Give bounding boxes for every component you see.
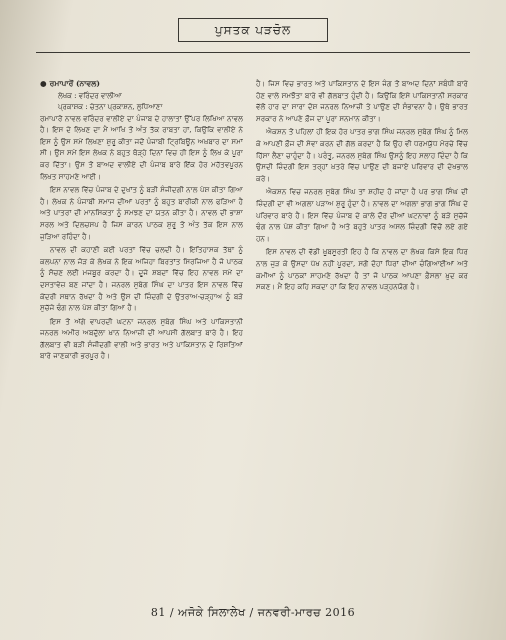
review-title-text: ਰਮਾਪਾਰੋਂ (ਨਾਵਲ) xyxy=(49,79,100,88)
page-footer: 81 / ਅਜੋਕੇ ਸਿਲਾਲੇਖ / ਜਨਵਰੀ-ਮਾਰਚ 2016 xyxy=(150,606,356,619)
right-paragraph: ਐਕਸ਼ਨ ਵਿਚ ਜਨਰਲ ਸੁਬੇਗ ਸਿੰਘ ਤਾਂ ਸ਼ਹੀਦ ਹੋ ਜਾਂਦਾ ਹੈ ਪਰ ਭਾਗ ਸਿੰਘ ਦੀ ਜ਼ਿੰਦਗੀ ਦਾ ਵੀ ਅਗਲਾ ਪੜਾਅ ਸ਼ੁਰੂ ਹੁੰਦਾ ਹੈ। ਨਾਵਲ ਦਾ ਅਗਲਾ ਭਾਗ ਭਾਗ ਸਿੰਘ ਦੇ ਪਰਿਵਾਰ ਬਾਰੇ ਹੈ। ਇਸ ਵਿੱਚ ਪੰਜਾਬ ਦੇ ਕਾਲੇ ਦੌਰ ਦੀਆਂ ਘਟਨਾਵਾਂ ਨੂੰ ਬੜੇ ਸੁਚੱਜੇ ਢੰਗ ਨਾਲ ਪੇਸ਼ ਕੀਤਾ ਗਿਆ ਹੈ ਅਤੇ ਬਹੁਤੇ ਪਾਤਰ ਅਸਲ ਜ਼ਿੰਦਗੀ ਵਿੱਚੋਂ ਲਏ ਗਏ ਹਨ। xyxy=(256,187,468,243)
section-title: ਪੁਸਤਕ ਪੜਚੋਲ xyxy=(214,23,292,37)
left-paragraph: ਇਸ ਤੋਂ ਅੱਗੇ ਵਾਪਰਦੀ ਘਟਨਾ ਜਨਰਲ ਸੁਬੇਗ ਸਿੰਘ ਅਤੇ ਪਾਕਿਸਤਾਨੀ ਜਨਰਲ ਅਮੀਰ ਅਬਦੁੱਲਾ ਖ਼ਾਨ ਨਿਆਜ਼ੀ ਦੀ ਆਪਸੀ ਗੱਲਬਾਤ ਬਾਰੇ ਹੈ। ਇਹ ਗੱਲਬਾਤ ਵੀ ਬੜੀ ਸੰਜੀਦਗੀ ਵਾਲੀ ਅਤੇ ਭਾਰਤ ਅਤੇ ਪਾਕਿਸਤਾਨ ਦੇ ਰਿਸ਼ਤਿਆਂ ਬਾਰੇ ਜਾਣਕਾਰੀ ਭਰਪੂਰ ਹੈ। xyxy=(40,316,243,361)
page-header xyxy=(30,12,476,68)
right-column xyxy=(256,78,468,592)
header-rule xyxy=(36,52,470,53)
left-column xyxy=(40,78,243,592)
left-paragraph: ਰਮਾਪਾਰੋਂ ਨਾਵਲ ਵਰਿੰਦਰ ਵਾਲੀਏ ਦਾ ਪੰਜਾਬ ਦੇ ਹਾਲਾਤਾਂ ਉੱਪਰ ਲਿਖਿਆ ਨਾਵਲ ਹੈ। ਇਸ ਦੇ ਲਿਖਣ ਦਾ ਮੈਂ ਆਖਿ ਤੋਂ ਅੰਤ ਤੱਕ ਰਾਬਤਾ ਹਾਂ, ਕਿਉਂਕਿ ਵਾਲੀਏ ਨੇ ਇਸ ਨੂੰ ਉਸ ਸਮੇਂ ਲਿਖਣਾ ਸ਼ੁਰੂ ਕੀਤਾ ਜਦੋਂ ਪੰਜਾਬੀ ਟ੍ਰਿਬਿਊਨ ਅਖ਼ਬਾਰ ਦਾ ਸਮਾਂ ਸੀ। ਉਸ ਸਮੇਂ ਇਸ ਲੇਖਕ ਨੇ ਬਹੁਤ ਥੋੜ੍ਹੇ ਦਿਨਾਂ ਵਿਚ ਹੀ ਇਸ ਨੂੰ ਲਿਖ ਕੇ ਪੂਰਾ ਕਰ ਦਿੱਤਾ। ਉਸ ਤੋਂ ਬਾਅਦ ਵਾਲੀਏ ਦੀ ਪੰਜਾਬ ਬਾਰੇ ਇੱਕ ਹੋਰ ਮਹੱਤਵਪੂਰਨ ਲਿਖਤ ਸਾਹਮਣੇ ਆਈ। xyxy=(40,113,243,181)
right-paragraph: ਹੈ। ਜਿਸ ਵਿਚ ਭਾਰਤ ਅਤੇ ਪਾਕਿਸਤਾਨ ਦੇ ਇਸ ਜੰਗ ਤੋਂ ਬਾਅਦ ਦਿਨਾਂ ਸਬੰਧੀ ਬਾਰੇ ਹੋਣ ਵਾਲੇ ਸਮਝੌਤਾ ਬਾਰੇ ਵੀ ਗੱਲਬਾਤ ਹੁੰਦੀ ਹੈ। ਕਿਉਂਕਿ ਇਸੇ ਪਾਕਿਸਤਾਨੀ ਸਰਕਾਰ ਵੱਲੋਂ ਹਾਰ ਦਾ ਸਾਰਾ ਦੋਸ਼ ਜਨਰਲ ਨਿਆਜ਼ੀ ਤੇ ਪਾਉਣ ਦੀ ਸੰਭਾਵਨਾ ਹੈ। ਉਥੇ ਭਾਰਤ ਸਰਕਾਰ ਨੇ ਆਪਣੇ ਫ਼ੌਜ ਦਾ ਪੂਰਾ ਸਨਮਾਨ ਕੀਤਾ। xyxy=(256,79,468,123)
review-publisher: ਪ੍ਰਕਾਸ਼ਕ : ਚੇਤਨਾ ਪ੍ਰਕਾਸ਼ਨ, ਲੁਧਿਆਣਾ xyxy=(58,102,163,111)
left-paragraph: ਨਾਵਲ ਦੀ ਕਹਾਣੀ ਕਈ ਪਰਤਾਂ ਵਿੱਚ ਚਲਦੀ ਹੈ। ਇਤਿਹਾਸਕ ਤੱਥਾਂ ਨੂੰ ਕਲਪਨਾ ਨਾਲ ਜੋੜ ਕੇ ਲੇਖਕ ਨੇ ਇਕ ਅਜਿਹਾ ਬਿਰਤਾਂਤ ਸਿਰਜਿਆ ਹੈ ਜੋ ਪਾਠਕ ਨੂੰ ਸੋਚਣ ਲਈ ਮਜਬੂਰ ਕਰਦਾ ਹੈ। ਦੂਜੇ ਸ਼ਬਦਾਂ ਵਿੱਚ ਇਹ ਨਾਵਲ ਸਮੇਂ ਦਾ ਦਸਤਾਵੇਜ਼ ਬਣ ਜਾਂਦਾ ਹੈ। ਜਨਰਲ ਸੁਬੇਗ ਸਿੰਘ ਦਾ ਪਾਤਰ ਇਸ ਨਾਵਲ ਵਿੱਚ ਕੇਂਦਰੀ ਸਥਾਨ ਰੱਖਦਾ ਹੈ ਅਤੇ ਉਸ ਦੀ ਜ਼ਿੰਦਗੀ ਦੇ ਉਤਰਾਅ-ਚੜ੍ਹਾਅ ਨੂੰ ਬੜੇ ਸੁਚੱਜੇ ਢੰਗ ਨਾਲ ਪੇਸ਼ ਕੀਤਾ ਗਿਆ ਹੈ। xyxy=(40,245,243,313)
bullet-icon: ● xyxy=(40,79,47,88)
section-title-box xyxy=(178,18,328,42)
review-author: ਲੇਖਕ : ਵਰਿੰਦਰ ਵਾਲੀਆ xyxy=(58,91,122,100)
left-paragraph: ਇਸ ਨਾਵਲ ਵਿੱਚ ਪੰਜਾਬ ਦੇ ਦੁਖਾਂਤ ਨੂੰ ਬੜੀ ਸੰਜੀਦਗੀ ਨਾਲ ਪੇਸ਼ ਕੀਤਾ ਗਿਆ ਹੈ। ਲੇਖਕ ਨੇ ਪੰਜਾਬੀ ਸਮਾਜ ਦੀਆਂ ਪਰਤਾਂ ਨੂੰ ਬਹੁਤ ਬਾਰੀਕੀ ਨਾਲ ਫੜਿਆ ਹੈ ਅਤੇ ਪਾਤਰਾਂ ਦੀ ਮਾਨਸਿਕਤਾ ਨੂੰ ਸਮਝਣ ਦਾ ਯਤਨ ਕੀਤਾ ਹੈ। ਨਾਵਲ ਦੀ ਭਾਸ਼ਾ ਸਰਲ ਅਤੇ ਦਿਲਚਸਪ ਹੈ ਜਿਸ ਕਾਰਨ ਪਾਠਕ ਸ਼ੁਰੂ ਤੋਂ ਅੰਤ ਤੱਕ ਇਸ ਨਾਲ ਜੁੜਿਆ ਰਹਿੰਦਾ ਹੈ। xyxy=(40,185,243,241)
right-paragraph: ਇਸ ਨਾਵਲ ਦੀ ਵੱਡੀ ਖ਼ੂਬਸੂਰਤੀ ਇਹ ਹੈ ਕਿ ਨਾਵਲ ਦਾ ਲੇਖਕ ਕਿਸੇ ਇਕ ਧਿਰ ਨਾਲ ਜੁੜ ਕੇ ਉਸਦਾ ਪੱਖ ਨਹੀਂ ਪੂਰਦਾ, ਸਗੋਂ ਦੋਹਾਂ ਧਿਰਾਂ ਦੀਆਂ ਚੰਗਿਆਈਆਂ ਅਤੇ ਕਮੀਆਂ ਨੂੰ ਪਾਠਕਾਂ ਸਾਹਮਣੇ ਰੱਖਦਾ ਹੈ ਤਾਂ ਜੋ ਪਾਠਕ ਆਪਣਾ ਫ਼ੈਸਲਾ ਖ਼ੁਦ ਕਰ ਸਕਣ। ਮੈਂ ਇਹ ਕਹਿ ਸਕਦਾ ਹਾਂ ਕਿ ਇਹ ਨਾਵਲ ਪੜ੍ਹਨਯੋਗ ਹੈ। xyxy=(256,247,468,292)
review-title xyxy=(40,78,243,90)
right-paragraph: ਐਕਸ਼ਨ ਤੋਂ ਪਹਿਲਾਂ ਹੀ ਇਕ ਹੋਰ ਪਾਤਰ ਭਾਗ ਸਿੰਘ ਜਨਰਲ ਸੁਬੇਗ ਸਿੰਘ ਨੂੰ ਮਿਲ ਕੇ ਆਪਣੀ ਫ਼ੌਜ ਦੀ ਸੇਵਾ ਕਰਨ ਦੀ ਗੱਲ ਕਰਦਾ ਹੈ ਕਿ ਉਹ ਵੀ ਧਰਮਯੁੱਧ ਮੋਰਚੇ ਵਿੱਚ ਹਿੱਸਾ ਲੈਣਾ ਚਾਹੁੰਦਾ ਹੈ। ਪਰੰਤੂ, ਜਨਰਲ ਸੁਬੇਗ ਸਿੰਘ ਉਸਨੂੰ ਇਹ ਸਲਾਹ ਦਿੰਦਾ ਹੈ ਕਿ ਉਸਦੀ ਜ਼ਿੰਦਗੀ ਇਸ ਤਰ੍ਹਾਂ ਖ਼ਤਰੇ ਵਿੱਚ ਪਾਉਣ ਦੀ ਬਜਾਏ ਪਰਿਵਾਰ ਦੀ ਦੇਖਭਾਲ ਕਰੇ। xyxy=(256,127,468,183)
